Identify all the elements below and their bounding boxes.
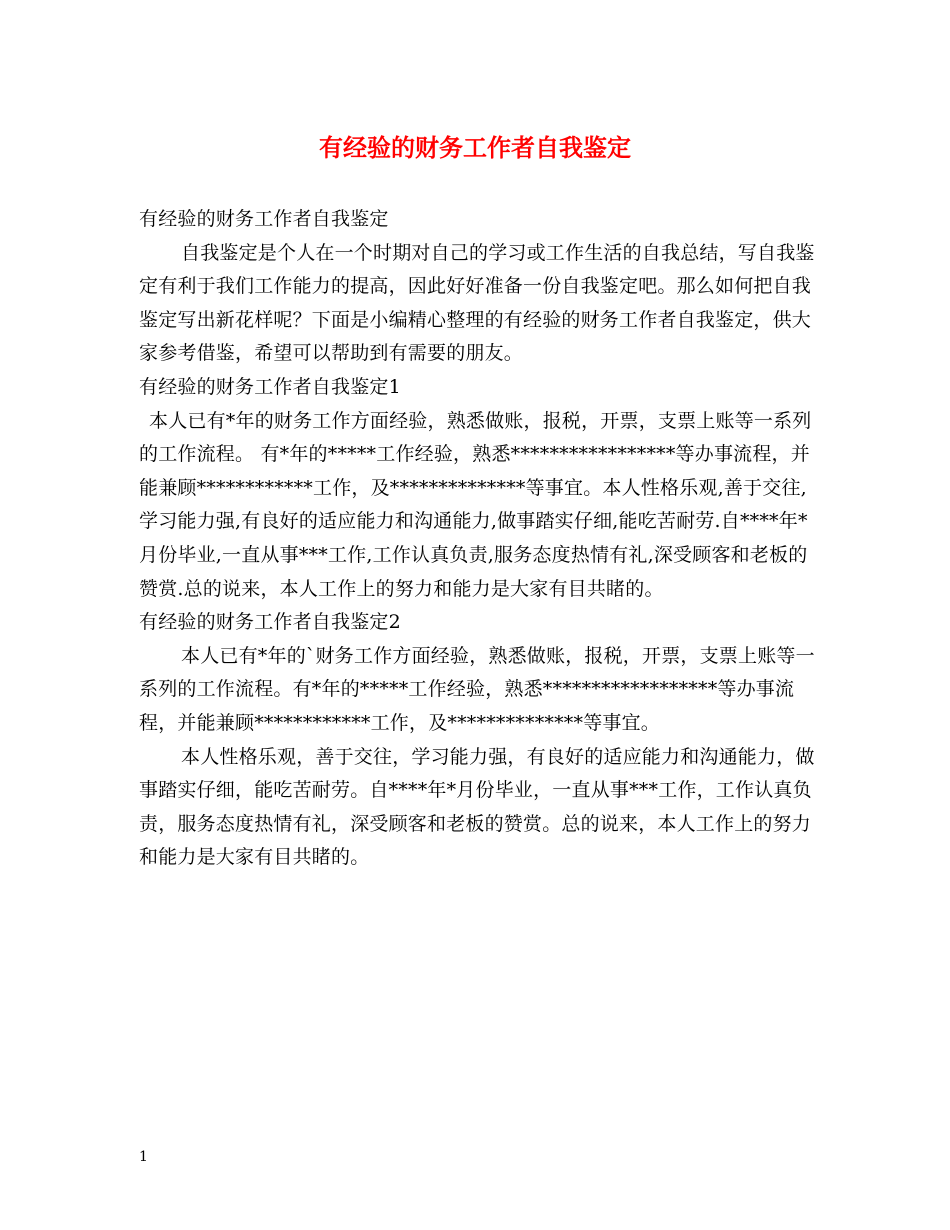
section-1-paragraph: 本人已有*年的财务工作方面经验，熟悉做账，报税，开票，支票上账等一系列的工作流程。 有*年的*****工作经验，熟悉*****************等办事流程，并能兼顾************工作，及**************等事宜。本人性格乐观,善于交往,学习能力强,有良好的适应能力和沟通能力,做事踏实仔细,能吃苦耐劳.自****年*月份毕业,一直从事***工作,工作认真负责,服务态度热情有礼,深受顾客和老板的赞赏.总的说来，本人工作上的努力和能力是大家有目共睹的。 <box>139 409 812 600</box>
section-heading: 有经验的财务工作者自我鉴定 <box>139 208 389 230</box>
page-number: 1 <box>139 1149 148 1165</box>
page-title: 有经验的财务工作者自我鉴定 <box>319 133 631 162</box>
section-heading-1: 有经验的财务工作者自我鉴定1 <box>139 375 401 398</box>
section-2-paragraph-1: 本人已有*年的`财务工作方面经验，熟悉做账，报税，开票，支票上账等一系列的工作流程。有*年的*****工作经验，熟悉******************等办事流程，并能兼顾************工作，及**************等事宜。 <box>139 644 815 734</box>
section-2-paragraph-2: 本人性格乐观，善于交往，学习能力强，有良好的适应能力和沟通能力，做事踏实仔细，能吃苦耐劳。自****年*月份毕业，一直从事***工作，工作认真负责，服务态度热情有礼，深受顾客和老板的赞赏。总的说来，本人工作上的努力和能力是大家有目共睹的。 <box>139 745 815 869</box>
intro-paragraph: 自我鉴定是个人在一个时期对自己的学习或工作生活的自我总结，写自我鉴定有利于我们工作能力的提高，因此好好准备一份自我鉴定吧。那么如何把自我鉴定写出新花样呢？下面是小编精心整理的有经验的财务工作者自我鉴定，供大家参考借鉴，希望可以帮助到有需要的朋友。 <box>139 241 815 365</box>
section-heading-2: 有经验的财务工作者自我鉴定2 <box>139 611 401 634</box>
document-body <box>139 203 819 875</box>
